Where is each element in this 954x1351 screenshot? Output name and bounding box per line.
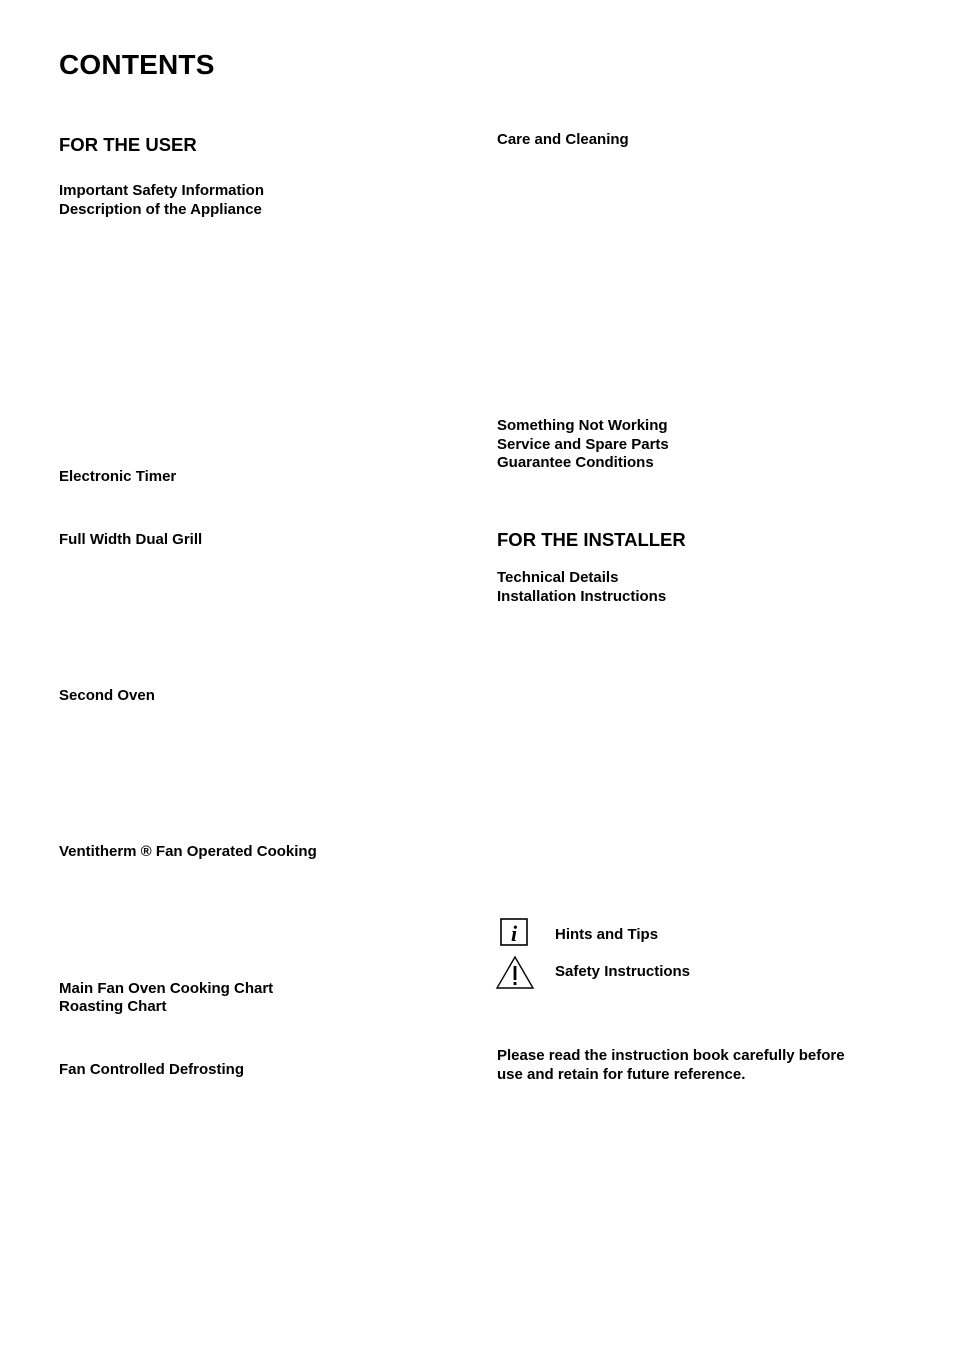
toc-item-roasting-chart: Roasting Chart bbox=[59, 998, 167, 1015]
toc-item-electronic-timer: Electronic Timer bbox=[59, 468, 177, 485]
toc-item-service-and-spare-parts: Service and Spare Parts bbox=[497, 436, 669, 453]
info-icon bbox=[500, 918, 528, 946]
toc-item-important-safety-information: Important Safety Information bbox=[59, 182, 265, 199]
toc-item-second-oven: Second Oven bbox=[59, 687, 155, 704]
toc-item-technical-details: Technical Details bbox=[497, 569, 619, 586]
toc-item-main-fan-oven-cooking-chart: Main Fan Oven Cooking Chart bbox=[59, 980, 274, 997]
page-title: CONTENTS bbox=[59, 49, 215, 80]
toc-item-something-not-working: Something Not Working bbox=[497, 417, 668, 434]
toc-item-fan-controlled-defrosting: Fan Controlled Defrosting bbox=[59, 1061, 244, 1078]
toc-item-care-and-cleaning: Care and Cleaning bbox=[497, 131, 629, 148]
legend-hints-label: Hints and Tips bbox=[555, 926, 659, 943]
installer-section-heading: FOR THE INSTALLER bbox=[497, 529, 686, 550]
user-section-heading: FOR THE USER bbox=[59, 134, 197, 155]
legend-safety-label: Safety Instructions bbox=[555, 963, 691, 980]
notice-line-1: Please read the instruction book carefully before bbox=[497, 1047, 845, 1064]
warning-icon bbox=[495, 955, 535, 990]
toc-item-full-width-dual-grill: Full Width Dual Grill bbox=[59, 531, 203, 548]
toc-item-ventitherm-fan-cooking: Ventitherm ® Fan Operated Cooking bbox=[59, 843, 317, 860]
toc-item-installation-instructions: Installation Instructions bbox=[497, 588, 667, 605]
toc-item-guarantee-conditions: Guarantee Conditions bbox=[497, 454, 654, 471]
svg-text:i: i bbox=[510, 921, 518, 946]
notice-line-2: use and retain for future reference. bbox=[497, 1066, 746, 1083]
toc-item-description-of-appliance: Description of the Appliance bbox=[59, 201, 262, 218]
